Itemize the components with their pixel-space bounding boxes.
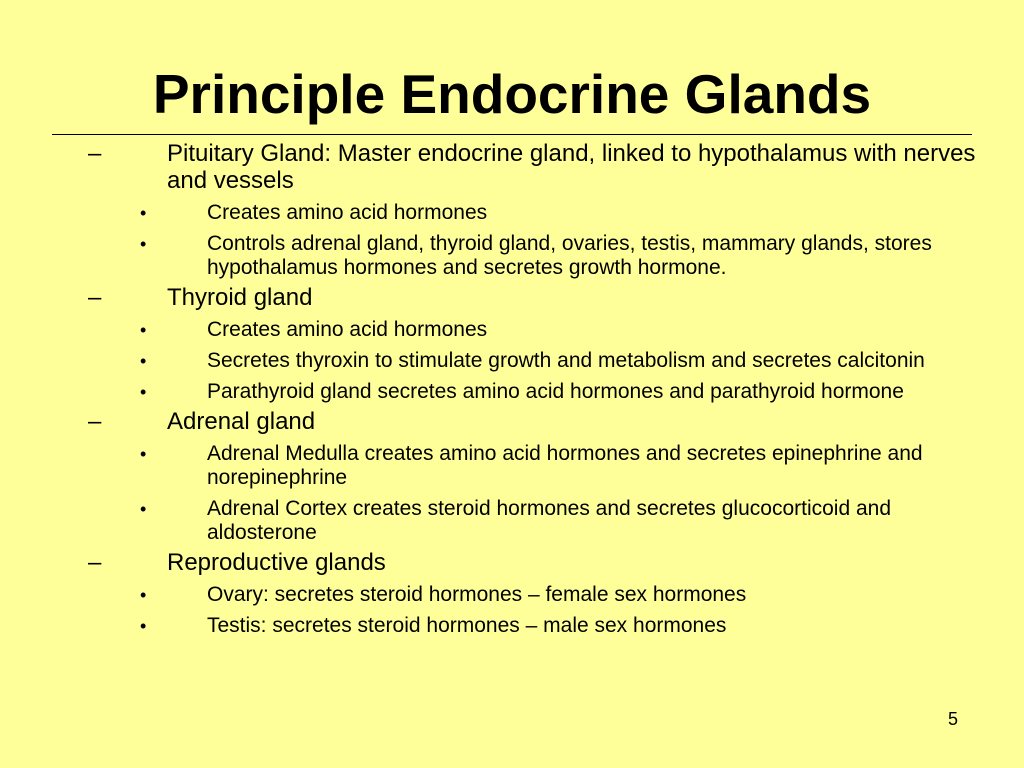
section-heading (0, 284, 1024, 311)
bullet-marker: • (140, 320, 147, 340)
dash-marker: – (88, 140, 102, 167)
slide-title: Principle Endocrine Glands (152, 63, 872, 125)
bullet-item (0, 318, 1024, 342)
bullet-item (0, 442, 1024, 490)
bullet-marker: • (140, 444, 147, 464)
bullet-text: Creates amino acid hormones (207, 318, 488, 341)
bullet-item (0, 583, 1024, 607)
section-heading (0, 549, 1024, 576)
bullet-text: Controls adrenal gland, thyroid gland, ovaries, testis, mammary glands, stores hypothalamus hormones and secretes growth hormone. (207, 232, 932, 279)
section-heading (0, 140, 1024, 194)
section-heading (0, 408, 1024, 435)
bullet-text: Testis: secretes steroid hormones – male sex hormones (207, 614, 727, 637)
bullet-text: Secretes thyroxin to stimulate growth and metabolism and secretes calcitonin (207, 349, 925, 372)
bullet-item (0, 380, 1024, 404)
bullet-item (0, 232, 1024, 280)
bullet-text: Adrenal Medulla creates amino acid hormones and secretes epinephrine and norepinephrine (207, 442, 923, 489)
bullet-text: Adrenal Cortex creates steroid hormones and secretes glucocorticoid and aldosterone (207, 497, 892, 544)
bullet-marker: • (140, 203, 147, 223)
page-number: 5 (948, 709, 959, 729)
section-heading-text: Adrenal gland (167, 408, 316, 435)
bullet-text: Ovary: secretes steroid hormones – female sex hormones (207, 583, 747, 606)
section-heading-text: Thyroid gland (167, 284, 313, 311)
bullet-item (0, 349, 1024, 373)
slide-body (0, 140, 1024, 638)
bullet-marker: • (140, 616, 147, 636)
dash-marker: – (88, 549, 102, 576)
bullet-marker: • (140, 499, 147, 519)
bullet-item (0, 614, 1024, 638)
dash-marker: – (88, 284, 102, 311)
bullet-marker: • (140, 351, 147, 371)
section-heading-text: Pituitary Gland: Master endocrine gland, linked to hypothalamus with nerves and vessels (167, 140, 976, 194)
bullet-marker: • (140, 585, 147, 605)
bullet-marker: • (140, 234, 147, 254)
bullet-text: Parathyroid gland secretes amino acid hormones and parathyroid hormone (207, 380, 904, 403)
dash-marker: – (88, 408, 102, 435)
bullet-text: Creates amino acid hormones (207, 201, 488, 224)
section-heading-text: Reproductive glands (167, 549, 386, 576)
bullet-item (0, 201, 1024, 225)
bullet-marker: • (140, 382, 147, 402)
bullet-item (0, 497, 1024, 545)
title-divider (52, 134, 972, 135)
